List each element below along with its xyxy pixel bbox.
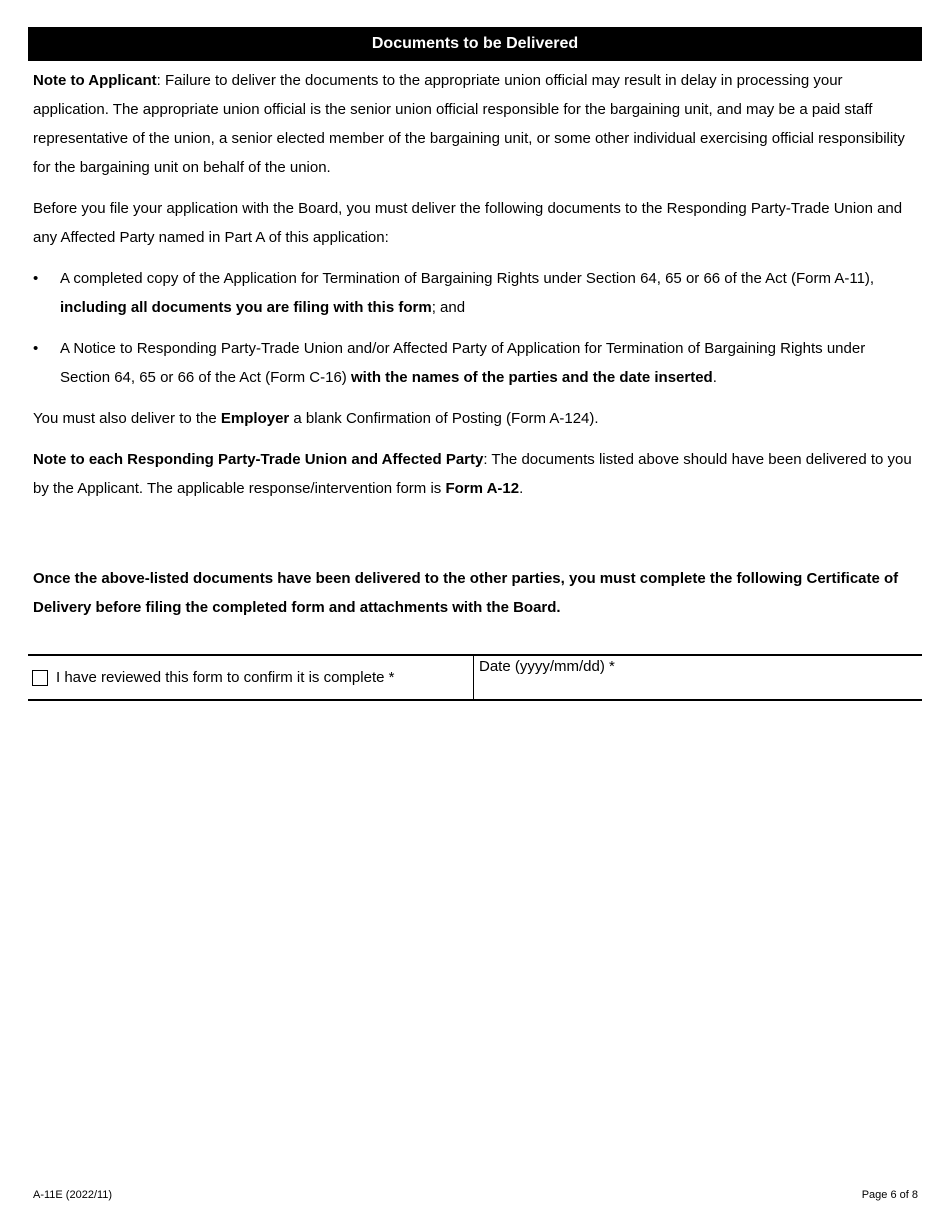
employer-pre: You must also deliver to the xyxy=(33,410,221,427)
instructions-body xyxy=(33,66,918,515)
certificate-form xyxy=(28,654,922,701)
note-parties-tail: . xyxy=(519,480,524,497)
note-applicant-text: : Failure to deliver the documents to the appropriate union official may result in delay in processing your application. The appropriate union official is the senior union official responsible for the bargaining unit, and may be a paid staff representative of the union, a senior elected member of the bargaining unit, or some other individual exercising official responsibility for the bargaining unit on behalf of the union. xyxy=(33,72,905,176)
review-checkbox[interactable] xyxy=(32,670,48,686)
employer-post: a blank Confirmation of Posting (Form A-124). xyxy=(289,410,599,427)
employer-bold: Employer xyxy=(220,410,290,427)
note-applicant-label: Note to Applicant xyxy=(33,72,157,89)
documents-list xyxy=(33,264,918,392)
note-to-parties xyxy=(33,445,918,503)
intro-paragraph: Before you file your application with the Board, you must deliver the following documents to the Responding Party-Trade Union and any Affected Party named in Part A of this application: xyxy=(33,200,903,246)
section-title: Documents to be Delivered xyxy=(371,35,579,52)
note-to-applicant xyxy=(33,66,918,182)
list-item xyxy=(33,264,918,322)
list-item xyxy=(33,334,918,392)
date-label: Date (yyyy/mm/dd) * xyxy=(479,658,615,675)
list-item-text: A completed copy of the Application for Termination of Bargaining Rights under Section 64, 65 or 66 of the Act (Form A-11), xyxy=(60,270,875,287)
form-code: A-11E (2022/11) xyxy=(33,1189,113,1201)
list-item-text: A Notice to Responding Party-Trade Union and/or Affected Party of Application for Termination of Bargaining Rights under Section 64, 65 or 66 of the Act (Form C-16) xyxy=(60,340,866,386)
page-number: Page 6 of 8 xyxy=(861,1189,918,1201)
note-parties-label: Note to each Responding Party-Trade Union and Affected Party xyxy=(33,451,484,468)
list-item-bold: including all documents you are filing with this form xyxy=(60,299,432,316)
certificate-instruction: Once the above-listed documents have been delivered to the other parties, you must complete the following Certificate of Delivery before filing the completed form and attachments with the Board. xyxy=(33,570,899,616)
review-checkbox-label: I have reviewed this form to confirm it is complete * xyxy=(56,669,395,686)
list-item-tail: . xyxy=(712,369,717,386)
section-header xyxy=(28,27,922,61)
review-checkbox-cell xyxy=(28,656,474,699)
note-parties-text: : The documents listed above should have been delivered to you by the Applicant. The applicable response/intervention form is xyxy=(33,451,912,497)
bullet-icon: • xyxy=(33,340,39,357)
bullet-icon: • xyxy=(33,270,39,287)
employer-paragraph xyxy=(33,404,918,433)
list-item-bold: with the names of the parties and the date inserted xyxy=(350,369,713,386)
date-field[interactable] xyxy=(474,656,922,699)
note-parties-form: Form A-12 xyxy=(445,480,520,497)
list-item-tail: ; and xyxy=(431,299,466,316)
